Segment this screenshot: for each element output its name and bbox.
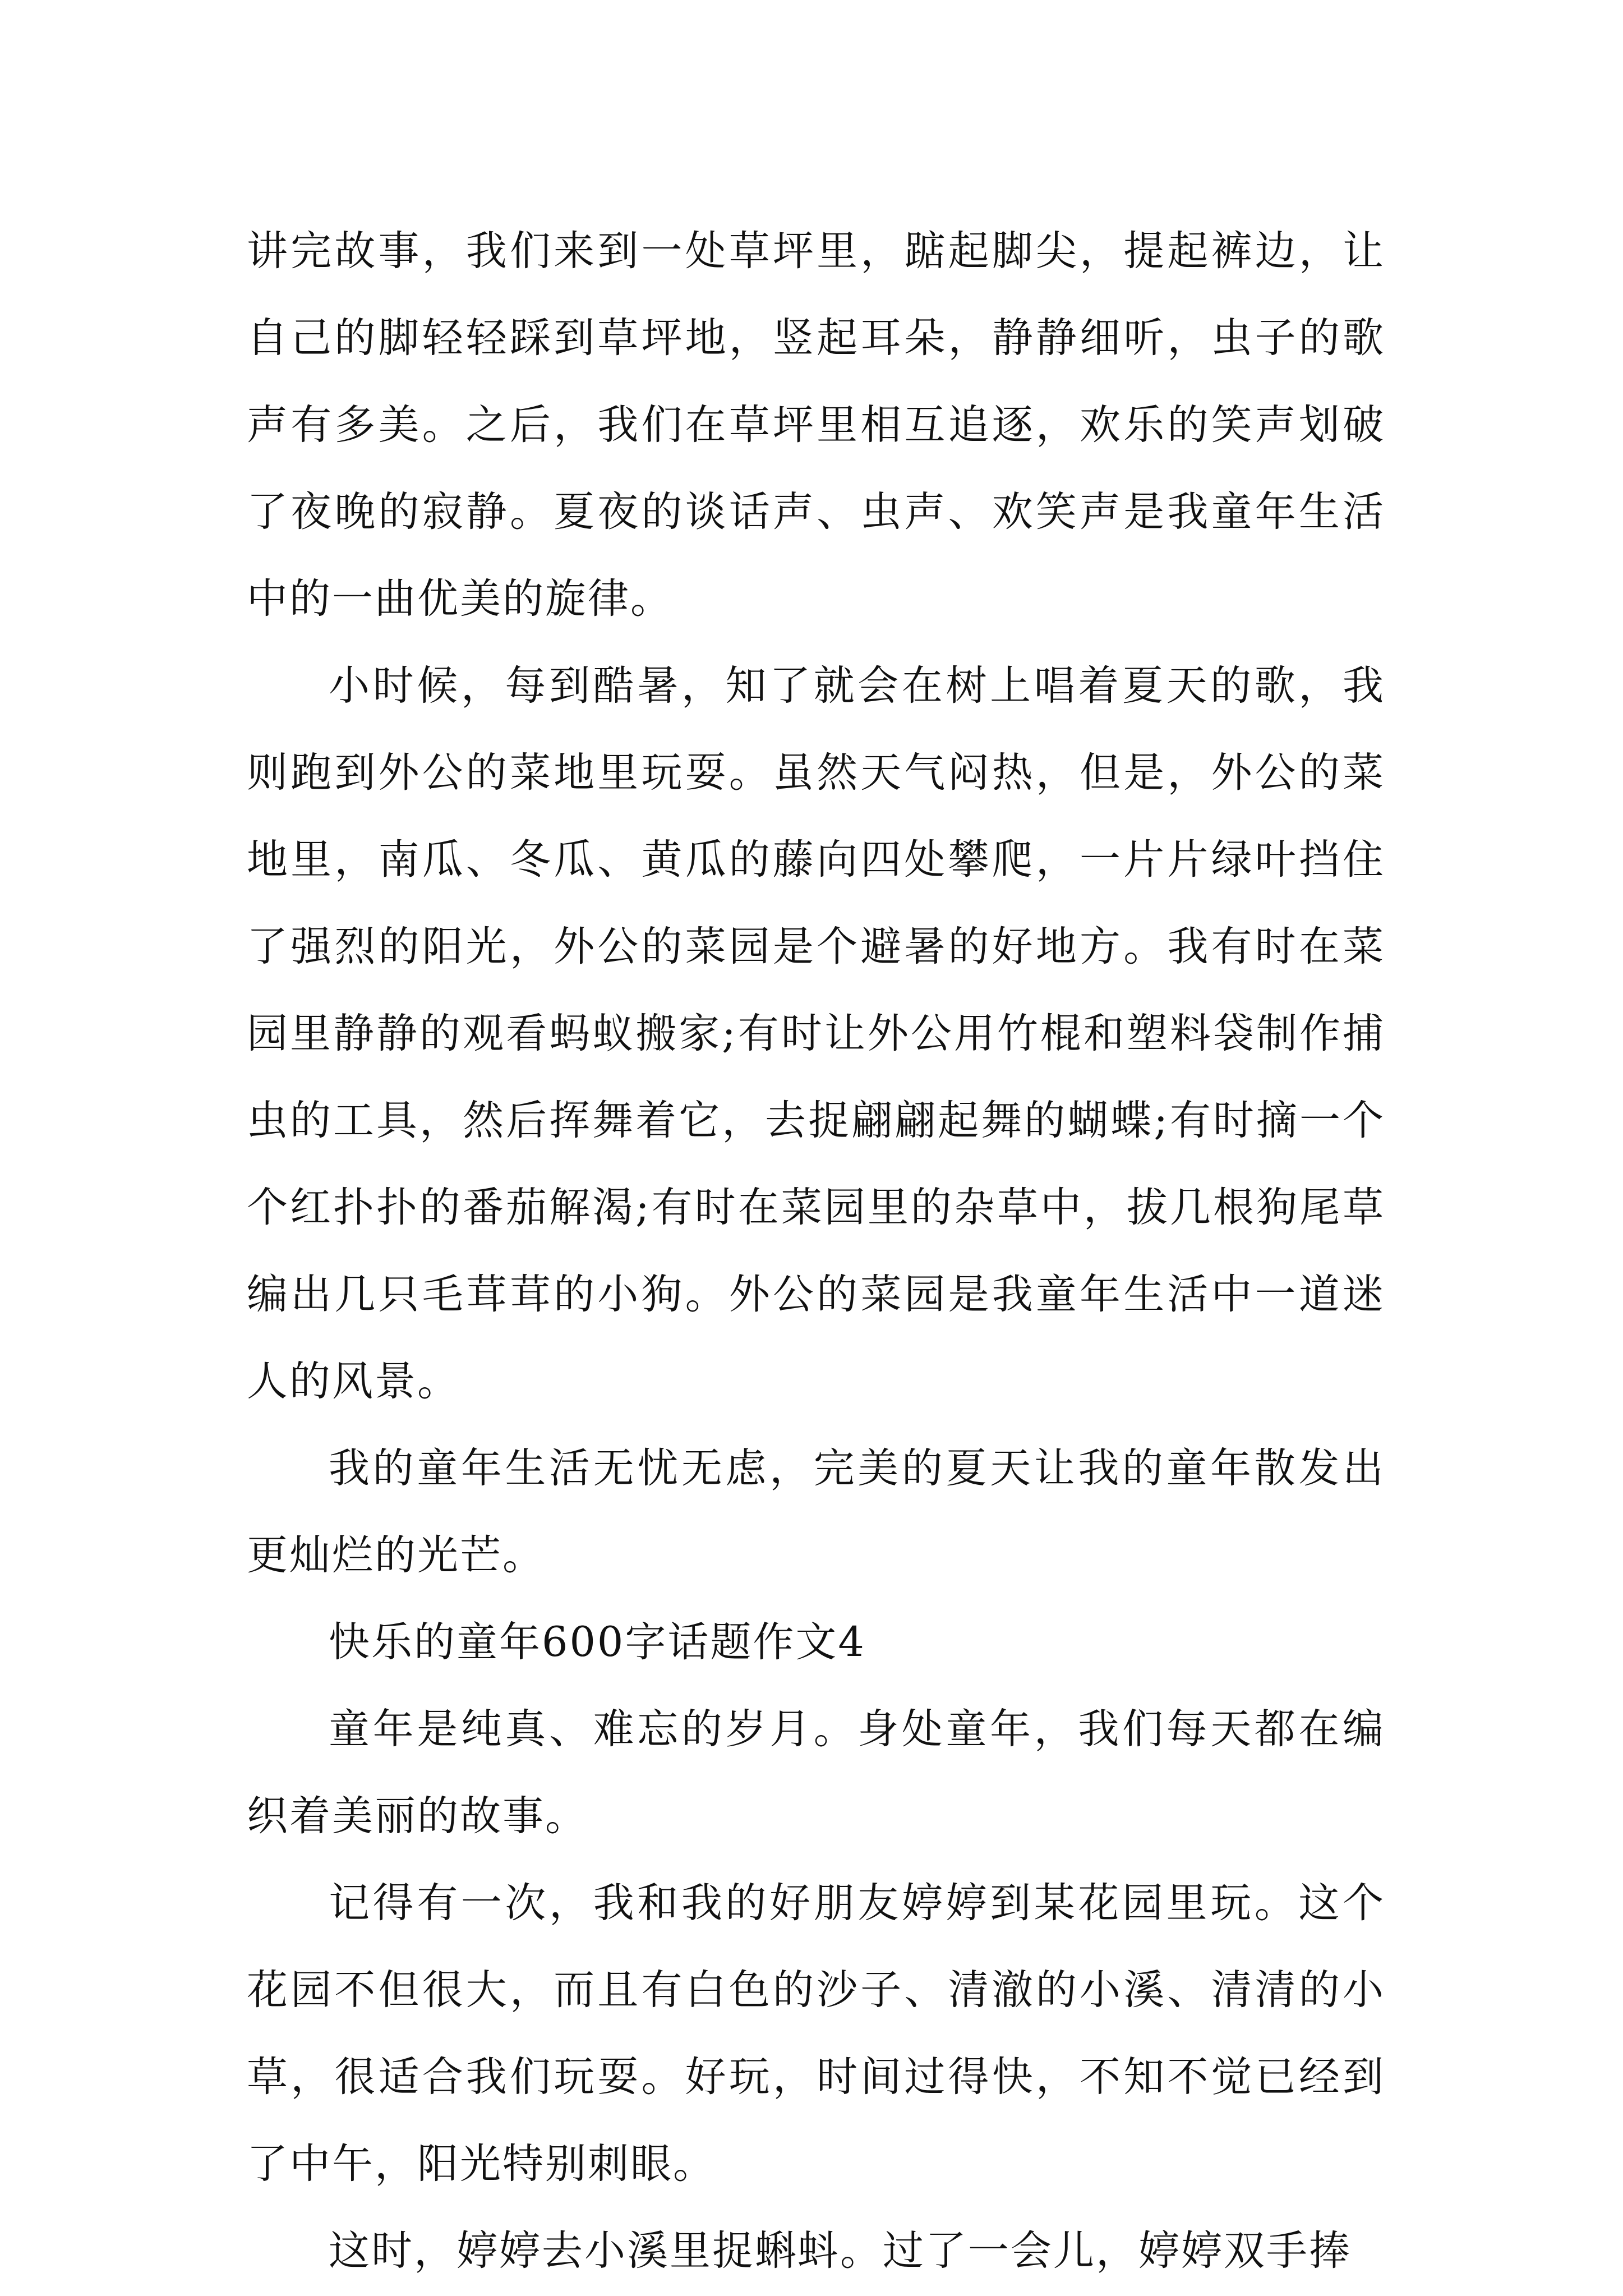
- paragraph: 讲完故事，我们来到一处草坪里，踮起脚尖，提起裤边，让自己的脚轻轻踩到草坪地，竖起耳朵，静静细听，虫子的歌声有多美。之后，我们在草坪里相互追逐，欢乐的笑声划破了夜晚的寂静。夏夜的谈话声、虫声、欢笑声是我童年生活中的一曲优美的旋律。: [247, 227, 1385, 623]
- document-body: [247, 208, 1385, 2294]
- paragraph: 我的童年生活无忧无虑，完美的夏天让我的童年散发出更灿烂的光芒。: [247, 1444, 1385, 1579]
- paragraph: 小时候，每到酷暑，知了就会在树上唱着夏天的歌，我则跑到外公的菜地里玩耍。虽然天气闷热，但是，外公的菜地里，南瓜、冬瓜、黄瓜的藤向四处攀爬，一片片绿叶挡住了强烈的阳光，外公的菜园是个避暑的好地方。我有时在菜园里静静的观看蚂蚁搬家;有时让外公用竹棍和塑料袋制作捕虫的工具，然后挥舞着它，去捉翩翩起舞的蝴蝶;有时摘一个个红扑扑的番茄解渴;有时在菜园里的杂草中，拔几根狗尾草编出几只毛茸茸的小狗。外公的菜园是我童年生活中一道迷人的风景。: [247, 662, 1385, 1405]
- paragraph: 这时，婷婷去小溪里捉蝌蚪。过了一会儿，婷婷双手捧: [329, 2227, 1352, 2275]
- section-heading: 快乐的童年600字话题作文4: [329, 1618, 866, 1666]
- paragraph: 记得有一次，我和我的好朋友婷婷到某花园里玩。这个花园不但很大，而且有白色的沙子、清澈的小溪、清清的小草，很适合我们玩耍。好玩，时间过得快，不知不觉已经到了中午，阳光特别刺眼。: [247, 1879, 1385, 2188]
- paragraph: 童年是纯真、难忘的岁月。身处童年，我们每天都在编织着美丽的故事。: [247, 1705, 1385, 1840]
